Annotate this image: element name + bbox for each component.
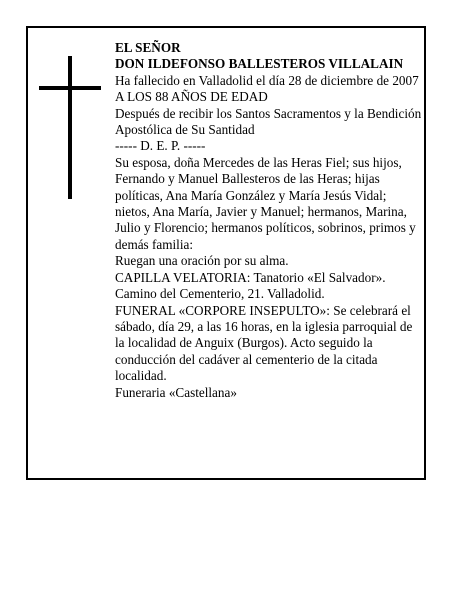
funeral-home-line: Funeraria «Castellana» xyxy=(115,384,237,400)
obituary-notice xyxy=(26,26,426,480)
death-statement: Ha fallecido en Valladolid el día 28 de diciembre de 2007 xyxy=(115,72,419,88)
title: EL SEÑOR xyxy=(115,40,181,55)
rip-line: ----- D. E. P. ----- xyxy=(115,138,206,154)
age-line: A LOS 88 AÑOS DE EDAD xyxy=(115,89,268,105)
sacraments-line: Después de recibir los Santos Sacramentos y la Bendición Apostólica de Su Santidad xyxy=(115,105,422,138)
obituary-text xyxy=(115,40,423,401)
cross-horizontal-bar xyxy=(39,86,101,90)
chapel-line: CAPILLA VELATORIA: Tanatorio «El Salvador». Camino del Cementerio, 21. Valladolid. xyxy=(115,269,386,302)
prayer-line: Ruegan una oración por su alma. xyxy=(115,253,289,269)
funeral-paragraph: FUNERAL «CORPORE INSEPULTO»: Se celebrará el sábado, día 29, a las 16 horas, en la iglesia parroquial de la localidad de Anguix (Burgos). Acto seguido la conducción del cadáver al cementerio de la citada localidad. xyxy=(115,302,413,384)
cross-vertical-bar xyxy=(68,56,72,199)
family-paragraph: Su esposa, doña Mercedes de las Heras Fiel; sus hijos, Fernando y Manuel Ballesteros de las Heras; hijas políticas, Ana María González y María Jesús Vidal; nietos, Ana María, Javier y Manuel; hermanos, Marina, Julio y Florencio; hermanos políticos, sobrinos, primos y demás familia: xyxy=(115,154,416,252)
deceased-name: DON ILDEFONSO BALLESTEROS VILLALAIN xyxy=(115,56,404,72)
